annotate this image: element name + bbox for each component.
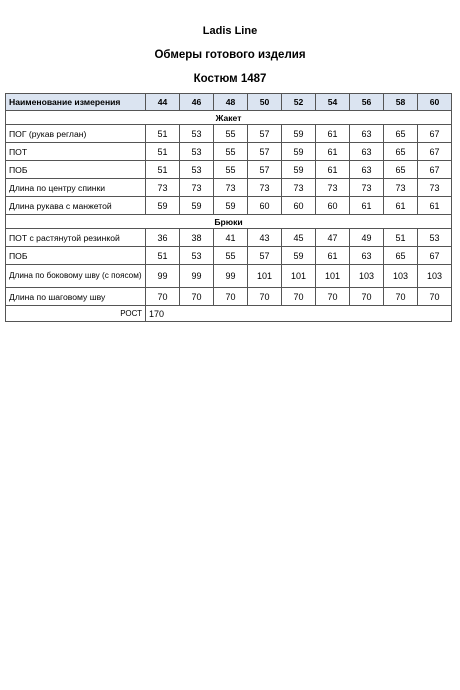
size-header: 60 (418, 94, 452, 111)
measurement-value: 59 (282, 143, 316, 161)
measurement-value: 53 (180, 247, 214, 265)
measurement-value: 61 (316, 143, 350, 161)
height-label: РОСТ (6, 306, 146, 322)
product-name: Костюм 1487 (193, 73, 267, 85)
measurement-value: 60 (316, 197, 350, 215)
table-row (6, 179, 452, 197)
measurement-value: 60 (282, 197, 316, 215)
measurement-label: Длина по центру спинки (6, 179, 146, 197)
measurement-value: 43 (248, 229, 282, 247)
measurement-value: 65 (384, 125, 418, 143)
table-body (6, 111, 452, 322)
height-row (6, 306, 452, 322)
measurement-value: 59 (214, 197, 248, 215)
measurement-value: 53 (180, 143, 214, 161)
measurement-value: 63 (350, 161, 384, 179)
measurement-value: 67 (418, 161, 452, 179)
measurement-value: 53 (418, 229, 452, 247)
measurement-value: 49 (350, 229, 384, 247)
measurement-value: 101 (282, 265, 316, 288)
measurement-value: 99 (146, 265, 180, 288)
table-header-row (6, 94, 452, 111)
section-row (6, 111, 452, 125)
height-value: 170 (146, 306, 452, 322)
measurement-value: 70 (282, 288, 316, 306)
measurement-value: 63 (350, 125, 384, 143)
measurement-value: 67 (418, 125, 452, 143)
measurement-value: 70 (316, 288, 350, 306)
size-header: 54 (316, 94, 350, 111)
measurement-value: 65 (384, 247, 418, 265)
measurement-value: 57 (248, 161, 282, 179)
measurement-value: 73 (248, 179, 282, 197)
measurement-label: ПОБ (6, 161, 146, 179)
section-row (6, 215, 452, 229)
size-header: 52 (282, 94, 316, 111)
measurement-value: 73 (180, 179, 214, 197)
measurement-value: 51 (146, 161, 180, 179)
measurement-value: 59 (146, 197, 180, 215)
measurement-value: 61 (316, 125, 350, 143)
measurement-value: 59 (282, 125, 316, 143)
measurement-value: 63 (350, 247, 384, 265)
table-row (6, 161, 452, 179)
measurement-value: 70 (418, 288, 452, 306)
measurement-value: 61 (384, 197, 418, 215)
name-column-header: Наименование измерения (6, 94, 146, 111)
size-header: 46 (180, 94, 214, 111)
measurement-value: 51 (146, 125, 180, 143)
measurement-value: 51 (146, 143, 180, 161)
measurement-value: 59 (282, 161, 316, 179)
measurement-value: 103 (350, 265, 384, 288)
measurement-value: 61 (316, 247, 350, 265)
size-header: 58 (384, 94, 418, 111)
measurement-value: 53 (180, 125, 214, 143)
measurement-value: 101 (248, 265, 282, 288)
measurement-value: 67 (418, 143, 452, 161)
size-header: 48 (214, 94, 248, 111)
measurement-value: 99 (214, 265, 248, 288)
table-row (6, 265, 452, 288)
measurement-value: 61 (350, 197, 384, 215)
measurement-value: 67 (418, 247, 452, 265)
measurement-value: 70 (384, 288, 418, 306)
measurement-value: 70 (180, 288, 214, 306)
measurement-value: 73 (350, 179, 384, 197)
measurement-value: 63 (350, 143, 384, 161)
measurement-label: Длина по боковому шву (с поясом) (6, 265, 146, 288)
measurement-value: 57 (248, 125, 282, 143)
table-row (6, 125, 452, 143)
size-header: 44 (146, 94, 180, 111)
measurement-value: 55 (214, 143, 248, 161)
document-title: Обмеры готового изделия (154, 49, 306, 61)
measurement-table (5, 93, 452, 322)
measurement-value: 55 (214, 161, 248, 179)
table-row (6, 143, 452, 161)
measurement-value: 41 (214, 229, 248, 247)
measurement-value: 51 (384, 229, 418, 247)
measurement-value: 59 (282, 247, 316, 265)
measurement-value: 73 (214, 179, 248, 197)
measurement-value: 70 (248, 288, 282, 306)
measurement-value: 51 (146, 247, 180, 265)
measurement-value: 70 (350, 288, 384, 306)
table-row (6, 247, 452, 265)
measurement-label: ПОТ с растянутой резинкой (6, 229, 146, 247)
brand-name: Ladis Line (202, 25, 258, 37)
measurement-value: 45 (282, 229, 316, 247)
section-title: Жакет (6, 111, 452, 125)
measurement-value: 47 (316, 229, 350, 247)
measurement-value: 70 (214, 288, 248, 306)
measurement-value: 38 (180, 229, 214, 247)
measurement-label: Длина по шаговому шву (6, 288, 146, 306)
table-row (6, 229, 452, 247)
measurement-label: Длина рукава с манжетой (6, 197, 146, 215)
measurement-label: ПОТ (6, 143, 146, 161)
measurement-value: 36 (146, 229, 180, 247)
measurement-value: 57 (248, 247, 282, 265)
size-header: 56 (350, 94, 384, 111)
measurement-value: 65 (384, 161, 418, 179)
measurement-value: 73 (384, 179, 418, 197)
measurement-value: 103 (384, 265, 418, 288)
measurement-value: 103 (418, 265, 452, 288)
measurement-label: ПОБ (6, 247, 146, 265)
measurement-value: 60 (248, 197, 282, 215)
measurement-label: ПОГ (рукав реглан) (6, 125, 146, 143)
measurement-value: 61 (316, 161, 350, 179)
measurement-value: 65 (384, 143, 418, 161)
measurement-value: 73 (418, 179, 452, 197)
measurement-value: 55 (214, 125, 248, 143)
table-row (6, 288, 452, 306)
section-title: Брюки (6, 215, 452, 229)
measurement-value: 53 (180, 161, 214, 179)
measurement-value: 101 (316, 265, 350, 288)
table-row (6, 197, 452, 215)
measurement-value: 70 (146, 288, 180, 306)
measurement-value: 59 (180, 197, 214, 215)
measurement-value: 99 (180, 265, 214, 288)
measurement-value: 55 (214, 247, 248, 265)
measurement-value: 57 (248, 143, 282, 161)
measurement-value: 73 (316, 179, 350, 197)
measurement-value: 73 (146, 179, 180, 197)
measurement-value: 61 (418, 197, 452, 215)
measurement-value: 73 (282, 179, 316, 197)
size-header: 50 (248, 94, 282, 111)
